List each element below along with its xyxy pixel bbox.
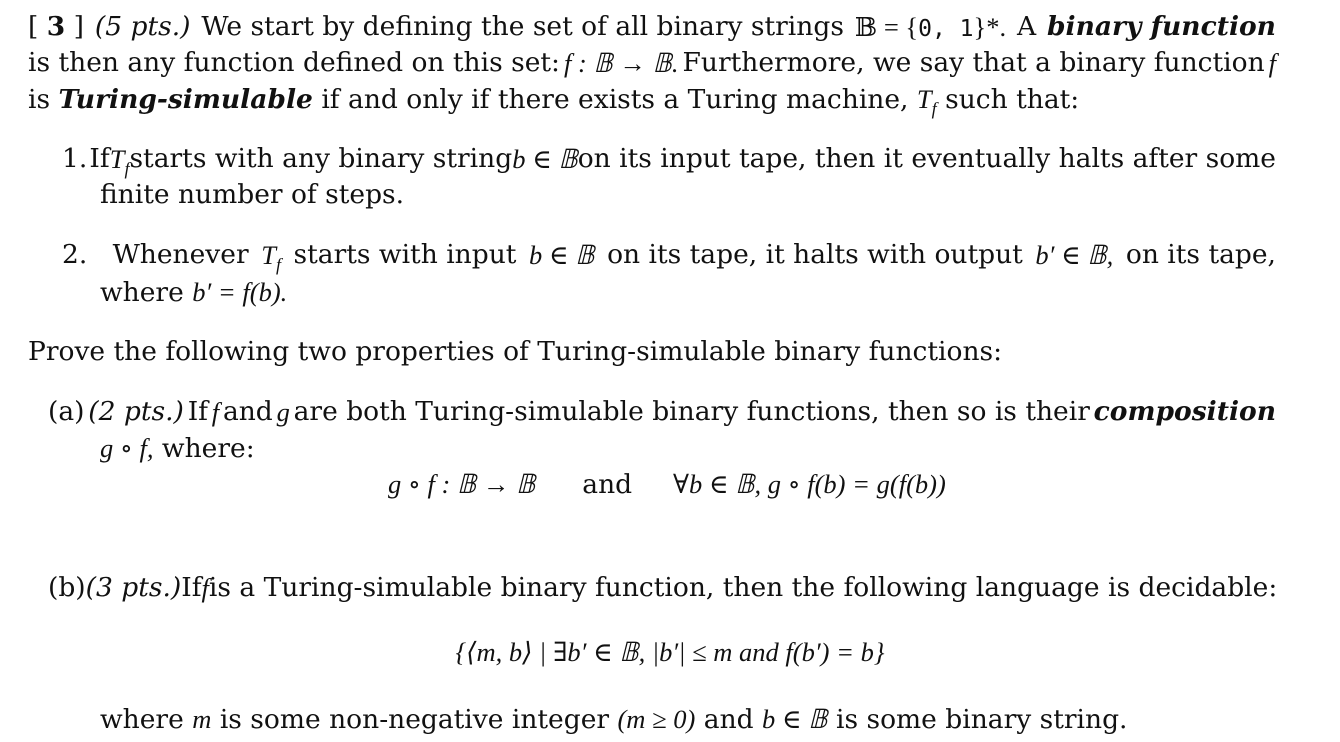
set-definition: 𝔹 = {0, 1}*.: [854, 12, 1007, 42]
condition-2-marker: 2.: [62, 239, 88, 270]
problem-points: (5 pts.): [94, 11, 191, 42]
intro-line-2: is then any function defined on this set: f : 𝔹 → 𝔹. Furthermore, we say that a binary function f: [28, 47, 1276, 78]
part-a-display-equation: g ∘ f : 𝔹 → 𝔹 and ∀b ∈ 𝔹, g ∘ f(b) = g(f(b)): [388, 469, 946, 500]
part-a-line-1: (a) (2 pts.) If f and g are both Turing-simulable binary functions, then so is their composition: [48, 394, 1276, 430]
condition-1-line-1: 1. If $T_f$ starts with any binary string b ∈ 𝔹 on its input tape, then it eventually halts after some: [62, 143, 1276, 179]
part-b-marker: (b): [48, 572, 86, 603]
condition-1-marker: 1.: [62, 143, 88, 174]
term-turing-simulable: Turing-simulable: [58, 84, 313, 115]
prove-statement: Prove the following two properties of Turing-simulable binary functions:: [28, 336, 1003, 367]
intro-line-1: [ 3 ] (5 pts.) We start by defining the set of all binary strings 𝔹 = {0, 1}*. A binary function: [28, 9, 1276, 47]
intro-line-3: is Turing-simulable if and only if there exists a Turing machine, $T_f$ such that:: [28, 84, 1080, 119]
part-b-points: (3 pts.): [85, 572, 182, 603]
condition-2-line-1: 2. Whenever $T_f$ starts with input b ∈ 𝔹 on its tape, it halts with output b′ ∈ 𝔹, on its tape,: [62, 239, 1276, 275]
term-composition: composition: [1093, 396, 1276, 427]
condition-1-line-2: finite number of steps.: [100, 179, 405, 210]
problem-number: [ 3 ]: [28, 11, 84, 42]
condition-2-line-2: where b′ = f(b).: [100, 277, 288, 308]
part-b-footer: where m is some non-negative integer (m ≥ 0) and b ∈ 𝔹 is some binary string.: [100, 704, 1128, 735]
part-a-line-2: g ∘ f, where:: [100, 433, 255, 464]
part-b-display-language: {⟨m, b⟩ | ∃b′ ∈ 𝔹, |b′| ≤ m and f(b′) = b}: [455, 637, 885, 667]
part-a-points: (2 pts.): [88, 396, 184, 427]
term-binary-function: binary function: [1047, 11, 1276, 42]
part-a-marker: (a): [48, 396, 85, 427]
part-b-line-1: (b) (3 pts.) If f is a Turing-simulable binary function, then the following language is decidable:: [48, 570, 1266, 606]
